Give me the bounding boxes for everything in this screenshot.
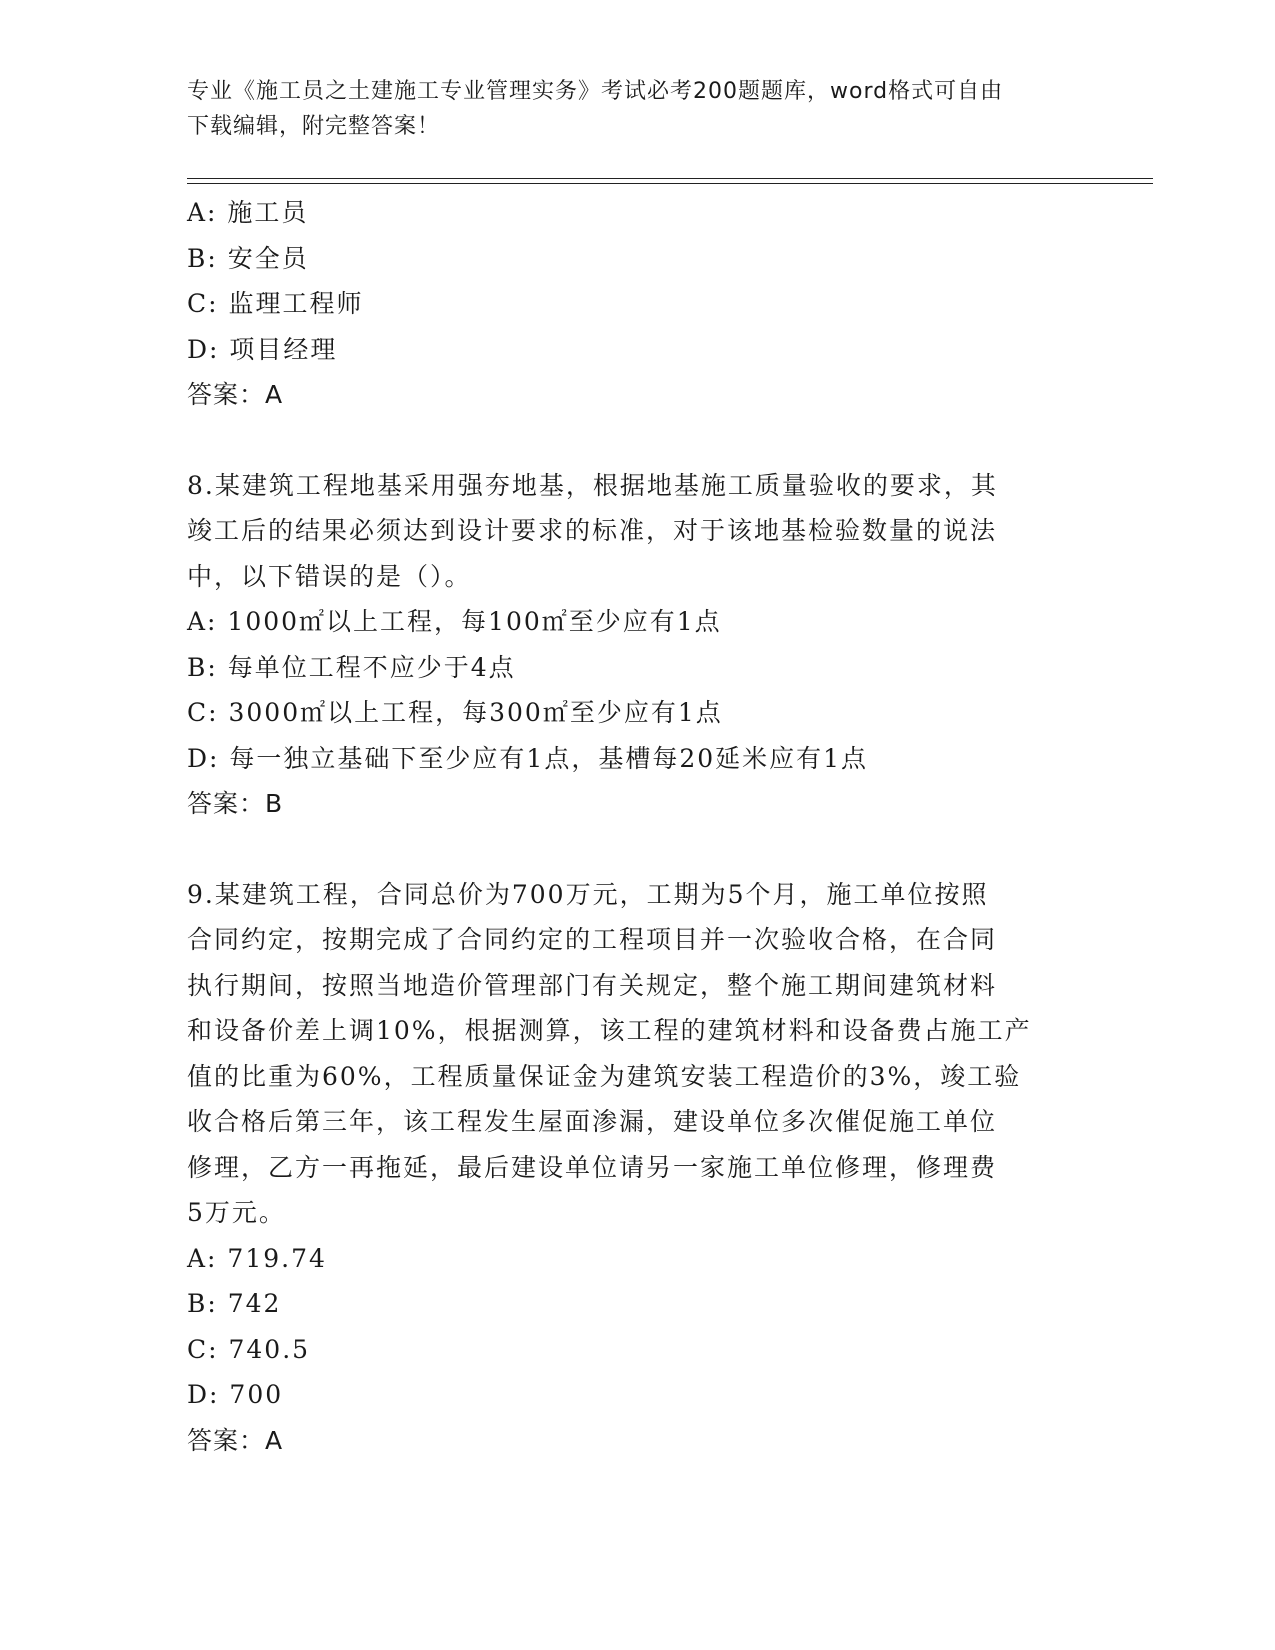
question-stem-line: 竣工后的结果必须达到设计要求的标准，对于该地基检验数量的说法 xyxy=(187,516,998,545)
header-rule-bottom xyxy=(187,183,1153,184)
question-stem-line: 中，以下错误的是（）。 xyxy=(187,561,472,591)
question-stem-line: 和设备价差上调10%，根据测算，该工程的建筑材料和设备费占施工产 xyxy=(187,1016,1032,1045)
question-stem-line: 执行期间，按照当地造价管理部门有关规定，整个施工期间建筑材料 xyxy=(187,970,998,1000)
option-b: B: 安全员 xyxy=(187,243,309,273)
option-d: D: 700 xyxy=(187,1380,284,1409)
question-8 xyxy=(187,463,1087,827)
question-9 xyxy=(187,872,1087,1464)
option-c: C: 3000㎡以上工程，每300㎡至少应有1点 xyxy=(187,698,723,727)
option-c: C: 740.5 xyxy=(187,1334,311,1364)
question-stem-line: 合同约定，按期完成了合同约定的工程项目并一次验收合格，在合同 xyxy=(187,925,998,954)
question-stem-line: 收合格后第三年，该工程发生屋面渗漏，建设单位多次催促施工单位 xyxy=(187,1107,998,1136)
question-7 xyxy=(187,190,1087,418)
document-header xyxy=(187,74,1067,144)
question-stem-line: 8.某建筑工程地基采用强夯地基，根据地基施工质量验收的要求，其 xyxy=(187,470,998,500)
header-rule-top xyxy=(187,178,1153,179)
header-line-2: 下载编辑，附完整答案！ xyxy=(187,114,441,139)
option-b: B: 每单位工程不应少于4点 xyxy=(187,652,516,682)
question-stem-line: 值的比重为60%，工程质量保证金为建筑安装工程造价的3%，竣工验 xyxy=(187,1061,1022,1091)
question-stem-line: 9.某建筑工程，合同总价为700万元，工期为5个月，施工单位按照 xyxy=(187,879,989,909)
option-c: C: 监理工程师 xyxy=(187,289,364,318)
option-a: A: 施工员 xyxy=(187,198,309,227)
question-stem-line: 修理，乙方一再拖延，最后建设单位请另一家施工单位修理，修理费 xyxy=(187,1152,998,1182)
answer: 答案：B xyxy=(187,789,284,818)
question-stem-line: 5万元。 xyxy=(187,1198,286,1227)
option-b: B: 742 xyxy=(187,1289,282,1318)
option-a: A: 1000㎡以上工程，每100㎡至少应有1点 xyxy=(187,607,722,636)
header-line-1: 专业《施工员之土建施工专业管理实务》考试必考200题题库，word格式可自由 xyxy=(187,79,1004,104)
document-body xyxy=(187,190,1087,1463)
answer: 答案：A xyxy=(187,380,284,409)
option-a: A: 719.74 xyxy=(187,1243,327,1273)
answer: 答案：A xyxy=(187,1425,284,1455)
option-d: D: 每一独立基础下至少应有1点，基槽每20延米应有1点 xyxy=(187,743,869,773)
option-d: D: 项目经理 xyxy=(187,334,338,364)
